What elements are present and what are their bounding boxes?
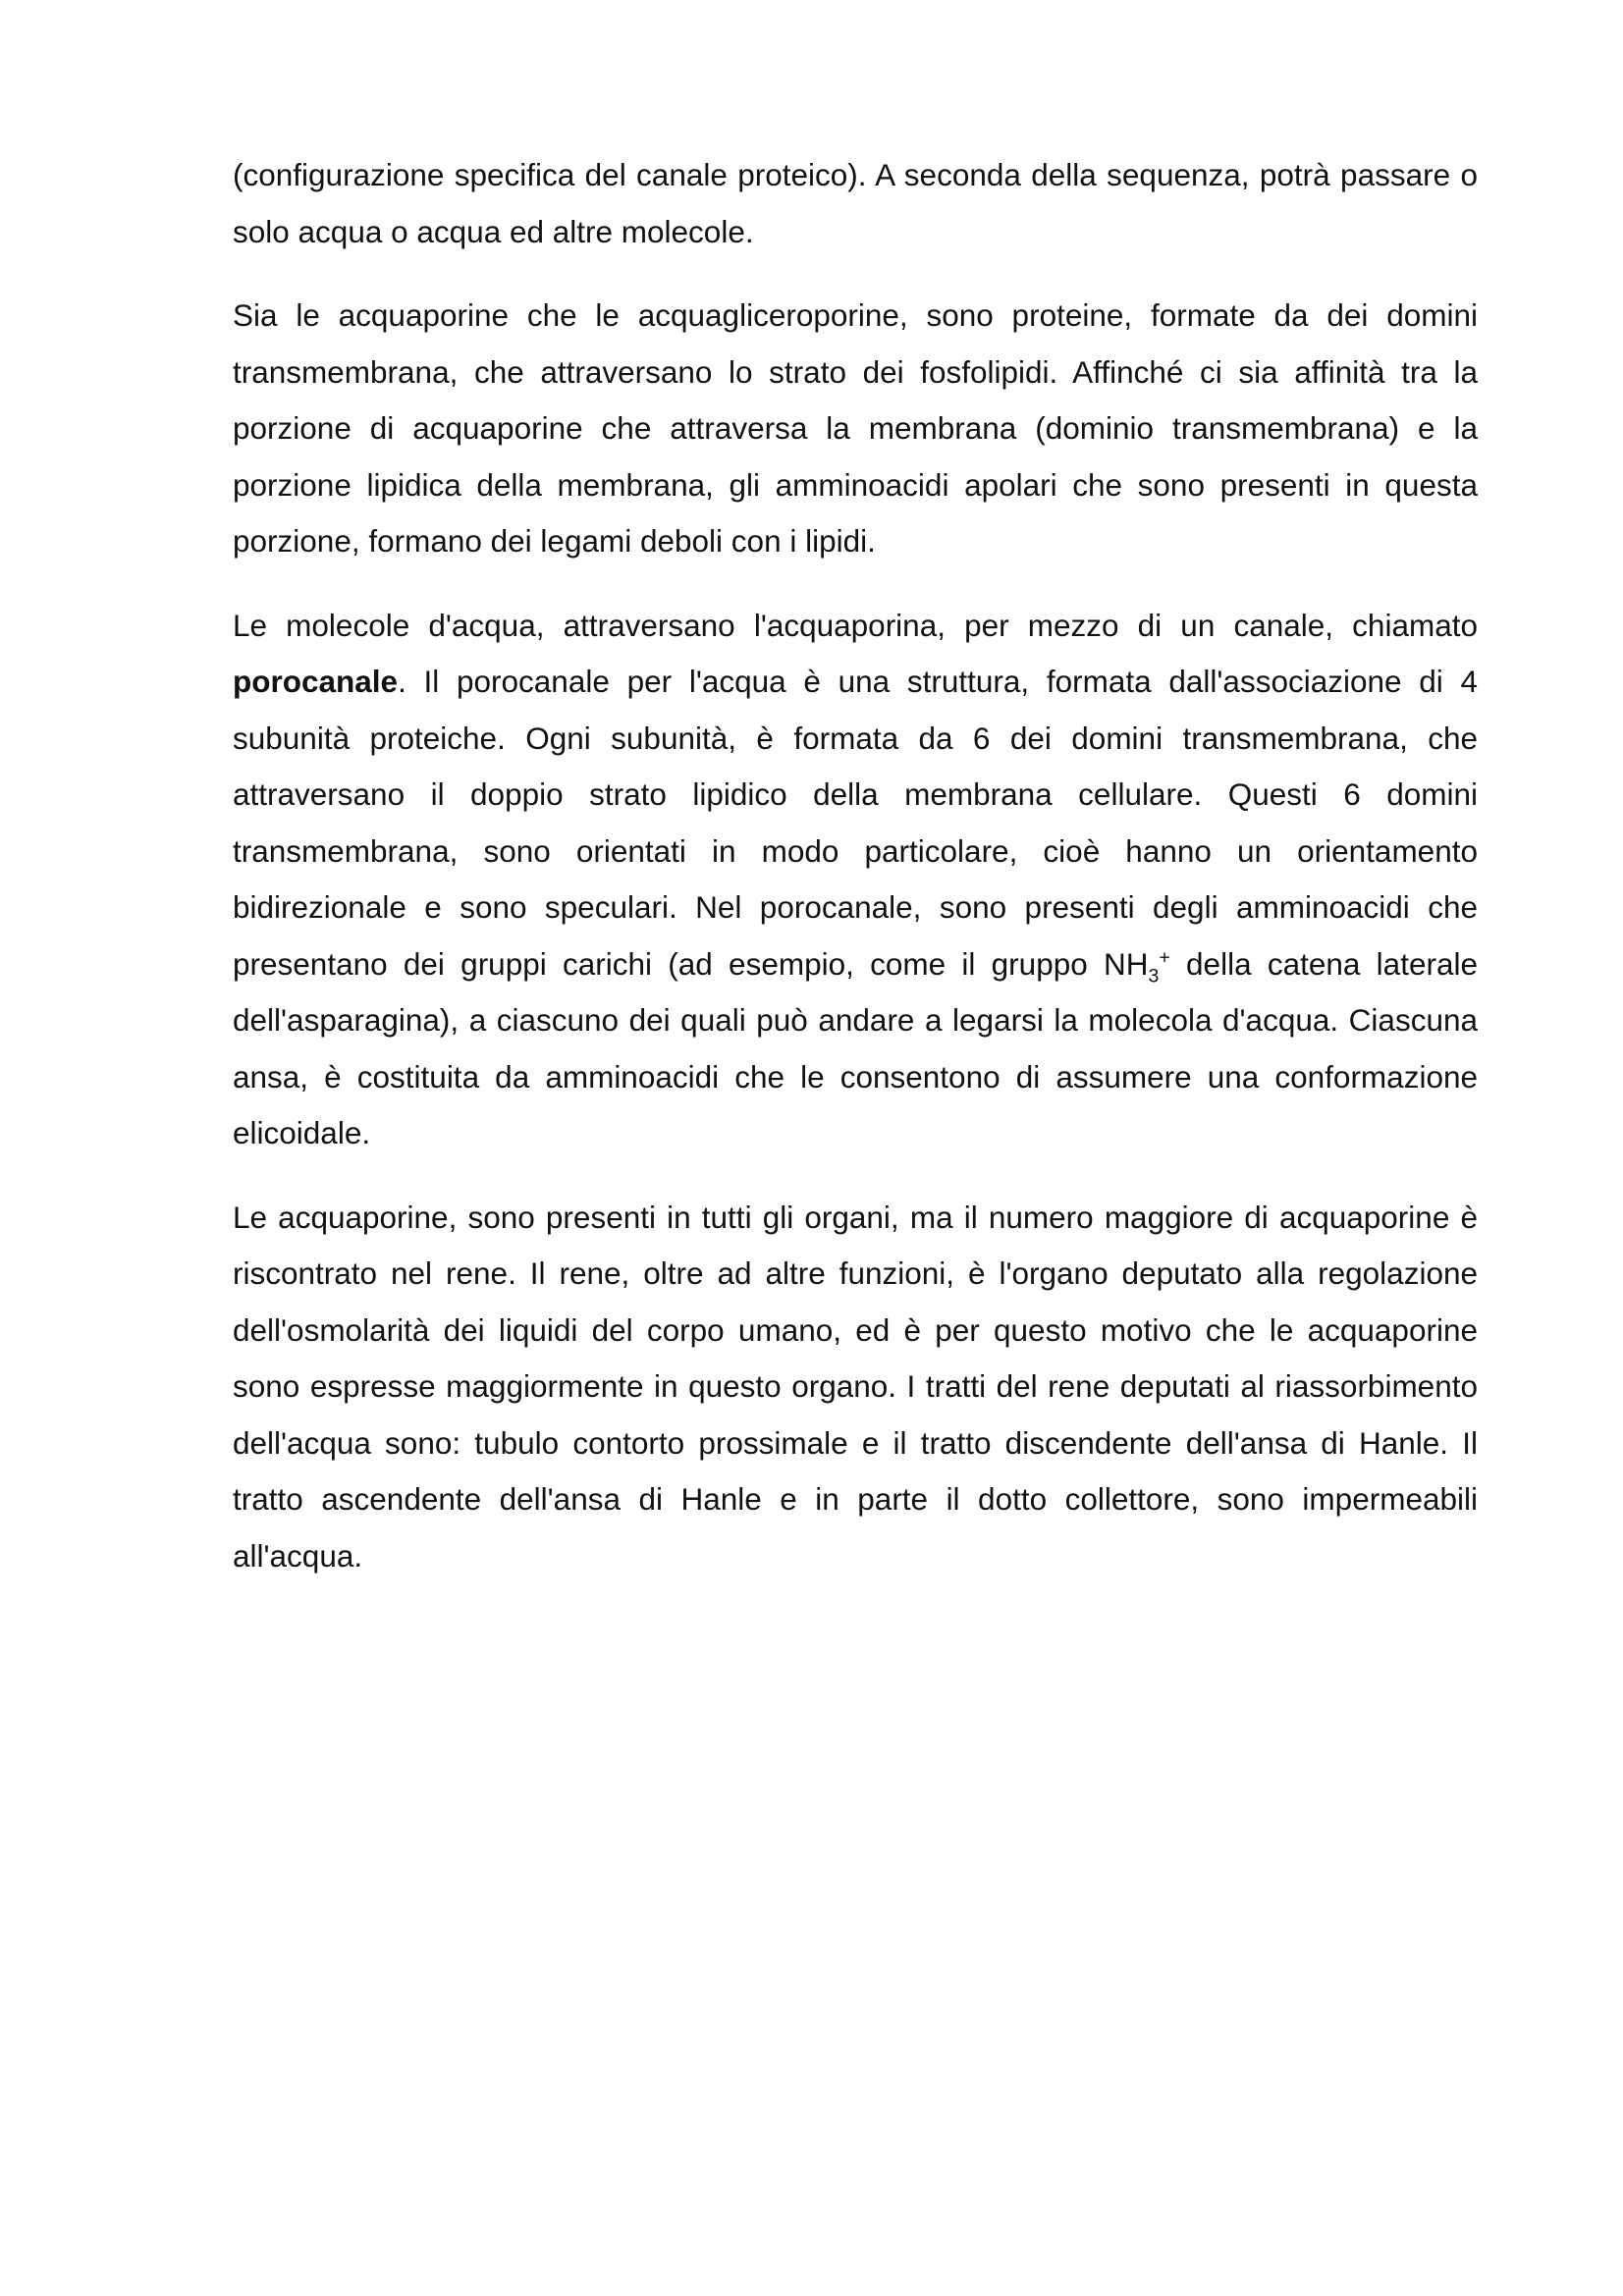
- paragraph-3-intro: Le molecole d'acqua, attraversano l'acquaporina, per mezzo di un canale, chiamato: [233, 607, 1478, 643]
- paragraph-3-end: della catena laterale dell'asparagina), a ciascuno dei quali può andare a legarsi la molecola d'acqua. Ciascuna ansa, è costituita da amminoacidi che le consentono di assumere una conformazione elicoidale.: [233, 945, 1478, 1150]
- paragraph-3: [233, 598, 1478, 1162]
- porocanale-term: porocanale: [233, 664, 399, 699]
- formula-superscript: +: [1159, 946, 1170, 968]
- paragraph-4: Le acquaporine, sono presenti in tutti gli organi, ma il numero maggiore di acquaporine è riscontrato nel rene. Il rene, oltre ad altre funzioni, è l'organo deputato alla regolazione dell'osmolarità dei liquidi del corpo umano, ed è per questo motivo che le acquaporine sono espresse maggiormente in questo organo. I tratti del rene deputati al riassorbimento dell'acqua sono: tubulo contorto prossimale e il tratto discendente dell'ansa di Hanle. Il tratto ascendente dell'ansa di Hanle e in parte il dotto collettore, sono impermeabili all'acqua.: [233, 1199, 1478, 1574]
- document-body: [233, 147, 1478, 1612]
- paragraph-3-body: . Il porocanale per l'acqua è una struttura, formata dall'associazione di 4 subunità proteiche. Ogni subunità, è formata da 6 dei domini transmembrana, che attraversano il doppio strato lipidico della membrana cellulare. Questi 6 domini transmembrana, sono orientati in modo particolare, cioè hanno un orientamento bidirezionale e sono speculari. Nel porocanale, sono presenti degli amminoacidi che presentano dei gruppi carichi (ad esempio, come il gruppo NH: [233, 664, 1478, 982]
- formula-subscript: 3: [1148, 964, 1160, 987]
- paragraph-1: (configurazione specifica del canale proteico). A seconda della sequenza, potrà passare o solo acqua o acqua ed altre molecole.: [233, 157, 1478, 249]
- paragraph-2: Sia le acquaporine che le acquagliceroporine, sono proteine, formate da dei domini transmembrana, che attraversano lo strato dei fosfolipidi. Affinché ci sia affinità tra la porzione di acquaporine che attraversa la membrana (dominio transmembrana) e la porzione lipidica della membrana, gli amminoacidi apolari che sono presenti in questa porzione, formano dei legami deboli con i lipidi.: [233, 297, 1478, 559]
